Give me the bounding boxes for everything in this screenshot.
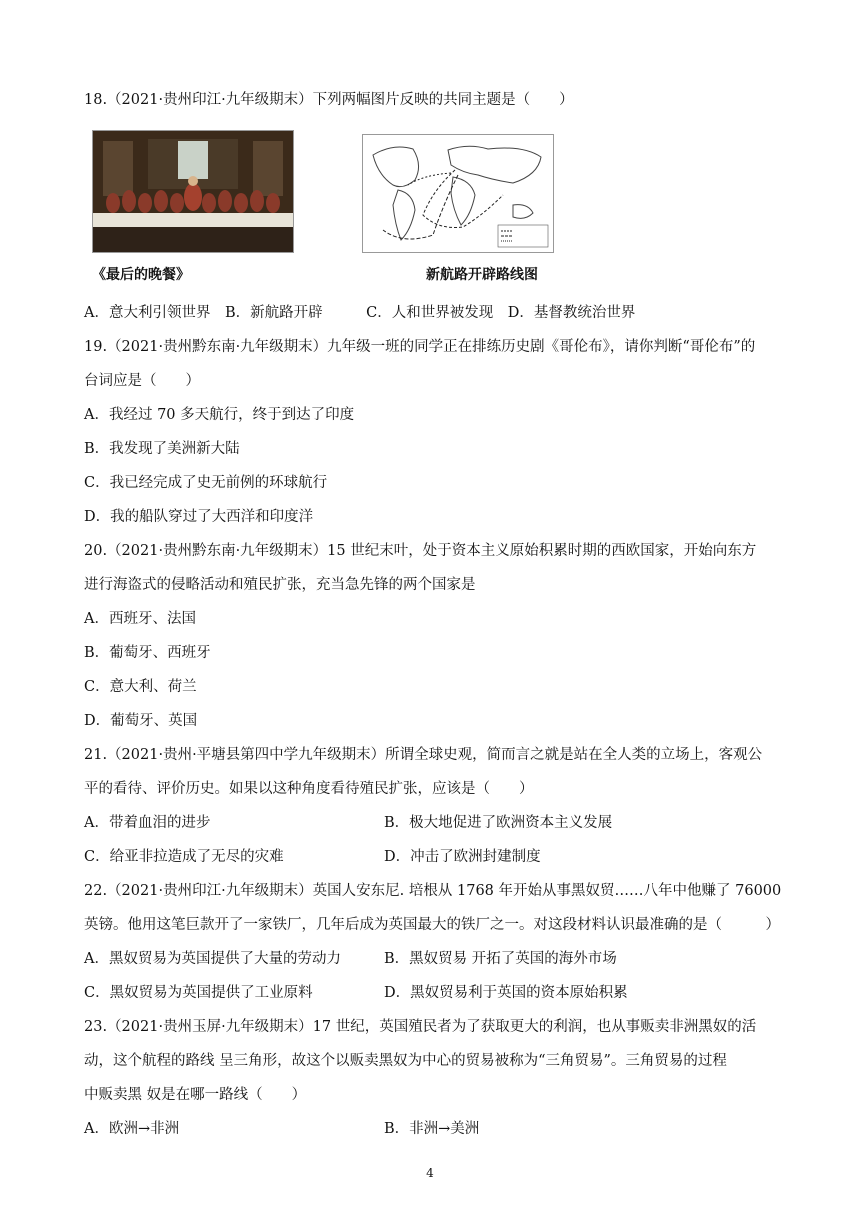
q18-stem: 18.（2021·贵州印江·九年级期末）下列两幅图片反映的共同主题是（ ） (84, 92, 574, 108)
q21-stem-line2: 平的看待、评价历史。如果以这种角度看待殖民扩张，应该是（ ） (84, 781, 534, 797)
route-map-caption: 新航路开辟路线图 (426, 267, 538, 283)
q19-stem-line2: 台词应是（ ） (84, 373, 200, 389)
q20-stem-line1: 20.（2021·贵州黔东南·九年级期末）15 世纪末叶，处于资本主义原始积累时期的西欧国家，开始向东方 (84, 543, 757, 559)
world-route-map-icon (363, 135, 553, 252)
q19-option-d: D．我的船队穿过了大西洋和印度洋 (84, 509, 314, 525)
q23-stem-line2: 动，这个航程的路线 呈三角形，故这个以贩卖黑奴为中心的贸易被称为“三角贸易”。三角贸易的过程 (84, 1053, 727, 1069)
q19-option-a: A．我经过 70 多天航行，终于到达了印度 (84, 407, 355, 423)
last-supper-caption: 《最后的晚餐》 (92, 267, 190, 283)
q21-option-a: A．带着血泪的进步 (84, 815, 211, 831)
q19-option-c: C．我已经完成了史无前例的环球航行 (84, 475, 328, 491)
q22-option-d: D．黑奴贸易利于英国的资本原始积累 (384, 985, 628, 1001)
q22-option-b: B．黑奴贸易 开拓了英国的海外市场 (384, 951, 617, 967)
q21-option-c: C．给亚非拉造成了无尽的灾难 (84, 849, 284, 865)
q19-option-b: B．我发现了美洲新大陆 (84, 441, 240, 457)
q20-option-d: D．葡萄牙、英国 (84, 713, 198, 729)
q20-stem-line2: 进行海盗式的侵略活动和殖民扩张，充当急先锋的两个国家是 (84, 577, 476, 593)
q18-options: A．意大利引领世界 B．新航路开辟 C．人和世界被发现 D．基督教统治世界 (84, 305, 636, 321)
q23-option-a: A．欧洲→非洲 (84, 1121, 180, 1137)
q20-option-b: B．葡萄牙、西班牙 (84, 645, 211, 661)
q19-stem-line1: 19.（2021·贵州黔东南·九年级期末）九年级一班的同学正在排练历史剧《哥伦布》，请你判断“哥伦布”的 (84, 339, 756, 355)
q22-option-c: C．黑奴贸易为英国提供了工业原料 (84, 985, 313, 1001)
q21-option-b: B．极大地促进了欧洲资本主义发展 (384, 815, 613, 831)
q21-option-d: D．冲击了欧洲封建制度 (384, 849, 541, 865)
q20-option-a: A．西班牙、法国 (84, 611, 196, 627)
q22-option-a: A．黑奴贸易为英国提供了大量的劳动力 (84, 951, 341, 967)
q23-option-b: B．非洲→美洲 (384, 1121, 480, 1137)
q23-stem-line3: 中贩卖黑 奴是在哪一路线（ ） (84, 1087, 307, 1103)
q23-stem-line1: 23.（2021·贵州玉屏·九年级期末）17 世纪，英国殖民者为了获取更大的利润，也从事贩卖非洲黑奴的活 (84, 1019, 757, 1035)
q22-stem-line1: 22.（2021·贵州印江·九年级期末）英国人安东尼. 培根从 1768 年开始从事黑奴贸……八年中他赚了 76000 (84, 883, 782, 899)
q20-option-c: C．意大利、荷兰 (84, 679, 197, 695)
route-map-image (362, 134, 554, 253)
last-supper-painting-icon (93, 131, 293, 252)
last-supper-image (92, 130, 294, 253)
page-number: 4 (426, 1166, 434, 1180)
q21-stem-line1: 21.（2021·贵州·平塘县第四中学九年级期末）所谓全球史观，简而言之就是站在全人类的立场上，客观公 (84, 747, 763, 763)
q22-stem-line2: 英镑。他用这笔巨款开了一家铁厂，几年后成为英国最大的铁厂之一。对这段材料认识最准确的是（ ） (84, 917, 780, 933)
